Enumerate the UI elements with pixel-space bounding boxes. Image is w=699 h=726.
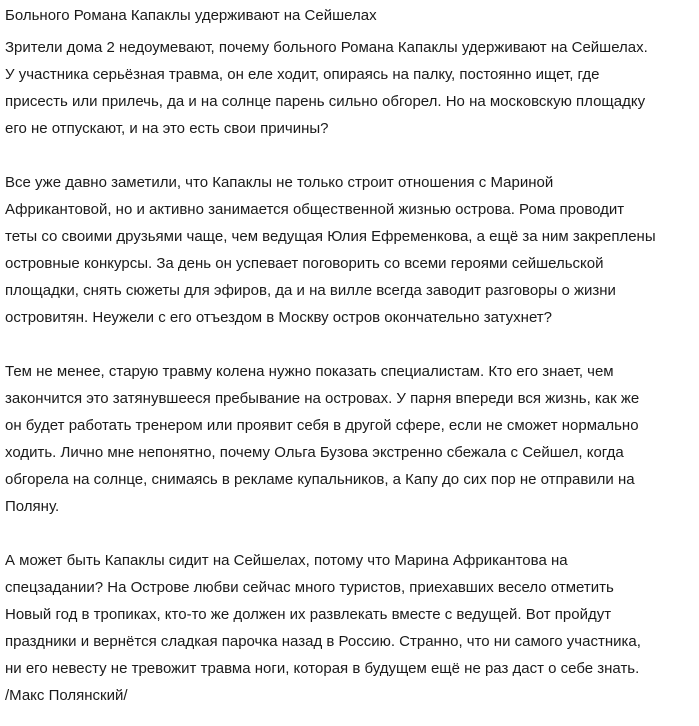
article-paragraph: Тем не менее, старую травму колена нужно показать специалистам. Кто его знает, чем закончится это затянувшееся пребывание на островах. У парня впереди вся жизнь, как же он будет работать тренером или проявит себя в другой сфере, если не сможет нормально ходить. Лично мне непонятно, почему Ольга Бузова экстренно сбежала с Сейшел, когда обгорела на солнце, снимаясь в рекламе купальников, а Капу до сих пор не отправили на Поляну. bbox=[5, 363, 640, 515]
article-signature: /Макс Полянский/ bbox=[5, 687, 128, 704]
article-paragraph: А может быть Капаклы сидит на Сейшелах, потому что Марина Африкантова на спецзадании? На Острове любви сейчас много туристов, приехавших весело отметить Новый год в тропиках, кто-то же должен их развлекать вместе с ведущей. Вот пройдут праздники и вернётся сладкая парочка назад в Россию. Странно, что ни самого участника, ни его невесту не тревожит травма ноги, которая в будущем ещё не раз даст о себе знать. bbox=[5, 552, 641, 677]
article-paragraph: Зрители дома 2 недоумевают, почему больного Романа Капаклы удерживают на Сейшелах. У участника серьёзная травма, он еле ходит, опираясь на палку, постоянно ищет, где присесть или прилечь, да и на солнце парень сильно обгорел. Но на московскую площадку его не отпускают, и на это есть свои причины? bbox=[5, 39, 648, 137]
article-paragraph: Все уже давно заметили, что Капаклы не только строит отношения с Мариной Африкантовой, но и активно занимается общественной жизнью острова. Рома проводит теты со своими друзьями чаще, чем ведущая Юлия Ефременкова, а ещё за ним закреплены островные конкурсы. За день он успевает поговорить со всеми героями сейшельской площадки, снять сюжеты для эфиров, да и на вилле всегда заводит разговоры о жизни островитян. Неужели с его отъездом в Москву остров окончательно затухнет? bbox=[5, 174, 656, 326]
article-body bbox=[5, 34, 694, 709]
article-title: Больного Романа Капаклы удерживают на Сейшелах bbox=[5, 7, 377, 24]
